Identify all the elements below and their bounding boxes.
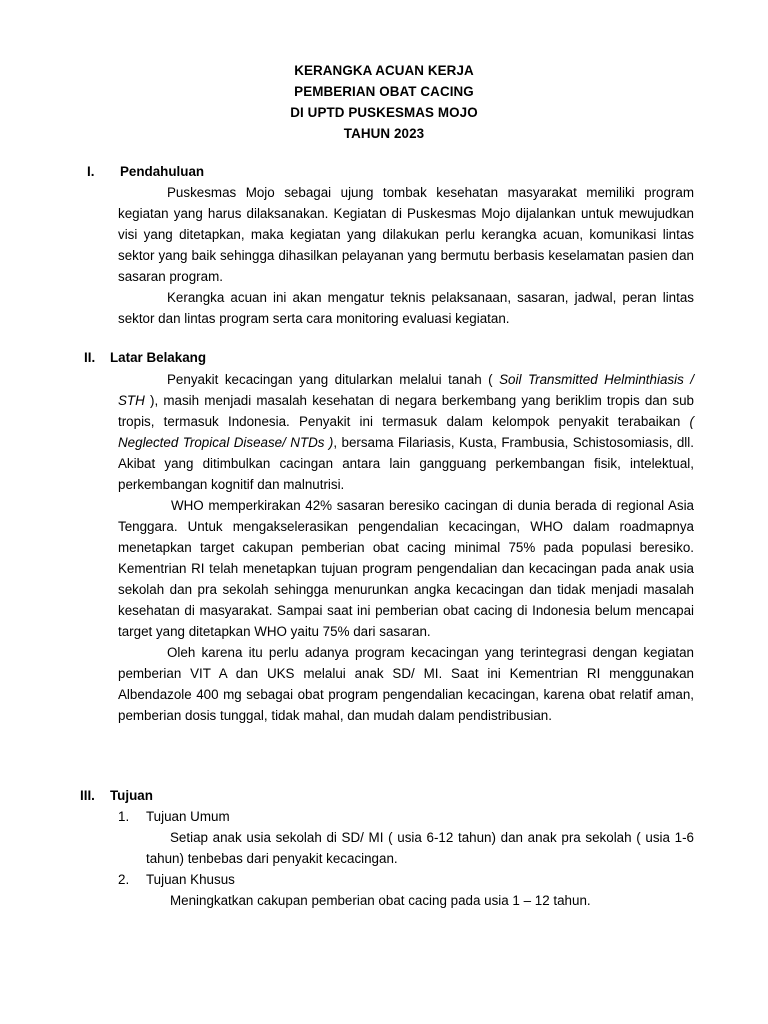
tujuan-khusus-number: 2. xyxy=(118,872,130,887)
section-2-heading: Latar Belakang xyxy=(110,350,207,365)
section-3-heading: Tujuan xyxy=(110,788,153,803)
tujuan-umum-text: Setiap anak usia sekolah di SD/ MI ( usia 6-12 tahun) dan anak pra sekolah ( usia 1-6 tahun) tenbebas dari penyakit kecacingan. xyxy=(146,830,694,866)
title-line-3: DI UPTD PUSKESMAS MOJO xyxy=(290,105,478,120)
section-3-number: III. xyxy=(80,788,95,803)
document-title xyxy=(0,60,768,144)
s2-p1-text-a: Penyakit kecacingan yang ditularkan melalui tanah ( xyxy=(167,372,500,387)
s2-p1-italic-ntds: ( Neglected Tropical Disease/ NTDs ) xyxy=(118,414,694,450)
section-2-body xyxy=(118,369,694,726)
tujuan-khusus-title: Tujuan Khusus xyxy=(146,872,235,887)
title-line-4: TAHUN 2023 xyxy=(343,126,425,141)
section-1-body xyxy=(118,182,694,329)
section-2-paragraph-1 xyxy=(118,369,694,495)
s2-p1-italic-sth: Soil Transmitted Helminthiasis / STH xyxy=(118,372,694,408)
tujuan-khusus-body xyxy=(170,890,694,911)
section-1-heading: Pendahuluan xyxy=(120,164,205,179)
title-line-2: PEMBERIAN OBAT CACING xyxy=(294,84,474,99)
tujuan-umum-number: 1. xyxy=(118,809,130,824)
s2-p1-text-e: , bersama Filariasis, Kusta, Frambusia, Schistosomiasis, dll. Akibat yang ditimbulkan cacingan antara lain gangguang perkembangan fisik, intelektual, perkembangan kognitif dan malnutrisi. xyxy=(118,435,694,492)
section-1-paragraph-2: Kerangka acuan ini akan mengatur teknis pelaksanaan, sasaran, jadwal, peran lintas sektor dan lintas program serta cara monitoring evaluasi kegiatan. xyxy=(118,290,694,326)
tujuan-khusus-text: Meningkatkan cakupan pemberian obat cacing pada usia 1 – 12 tahun. xyxy=(170,893,591,908)
title-line-1: KERANGKA ACUAN KERJA xyxy=(294,63,474,78)
tujuan-umum-title: Tujuan Umum xyxy=(146,809,230,824)
section-2-number: II. xyxy=(84,350,96,365)
section-2-paragraph-2: WHO memperkirakan 42% sasaran beresiko cacingan di dunia berada di regional Asia Tenggara. Untuk mengakselerasikan pengendalian kecacingan, WHO dalam roadmapnya menetapkan target cakupan pemberian obat cacing minimal 75% pada populasi beresiko. Kementrian RI telah menetapkan tujuan program pengendalian dan kecacingan pada anak usia sekolah dan pra sekolah sehingga menurunkan angka kecacingan dan tidak menjadi masalah kesehatan di masyarakat. Sampai saat ini pemberian obat cacing di Indonesia belum mencapai target yang ditetapkan WHO yaitu 75% dari sasaran. xyxy=(118,498,694,639)
section-1-paragraph-1: Puskesmas Mojo sebagai ujung tombak kesehatan masyarakat memiliki program kegiatan yang harus dilaksanakan. Kegiatan di Puskesmas Mojo dijalankan untuk mewujudkan visi yang ditetapkan, maka kegiatan yang dilakukan perlu kerangka acuan, komunikasi lintas sektor yang baik sehingga dihasilkan pelayanan yang bermutu berbasis keselamatan pasien dan sasaran program. xyxy=(118,185,694,284)
tujuan-umum-body xyxy=(146,827,694,869)
s2-p1-text-c: ), masih menjadi masalah kesehatan di negara berkembang yang beriklim tropis dan sub tropis, termasuk Indonesia. Penyakit ini termasuk dalam kelompok penyakit terabaikan xyxy=(118,393,694,429)
section-2-paragraph-3: Oleh karena itu perlu adanya program kecacingan yang terintegrasi dengan kegiatan pemberian VIT A dan UKS melalui anak SD/ MI. Saat ini Kementrian RI menggunakan Albendazole 400 mg sebagai obat program pengendalian kecacingan, karena obat relatif aman, pemberian dosis tunggal, tidak mahal, dan mudah dalam pendistribusian. xyxy=(118,645,694,723)
section-1-number: I. xyxy=(87,164,95,179)
